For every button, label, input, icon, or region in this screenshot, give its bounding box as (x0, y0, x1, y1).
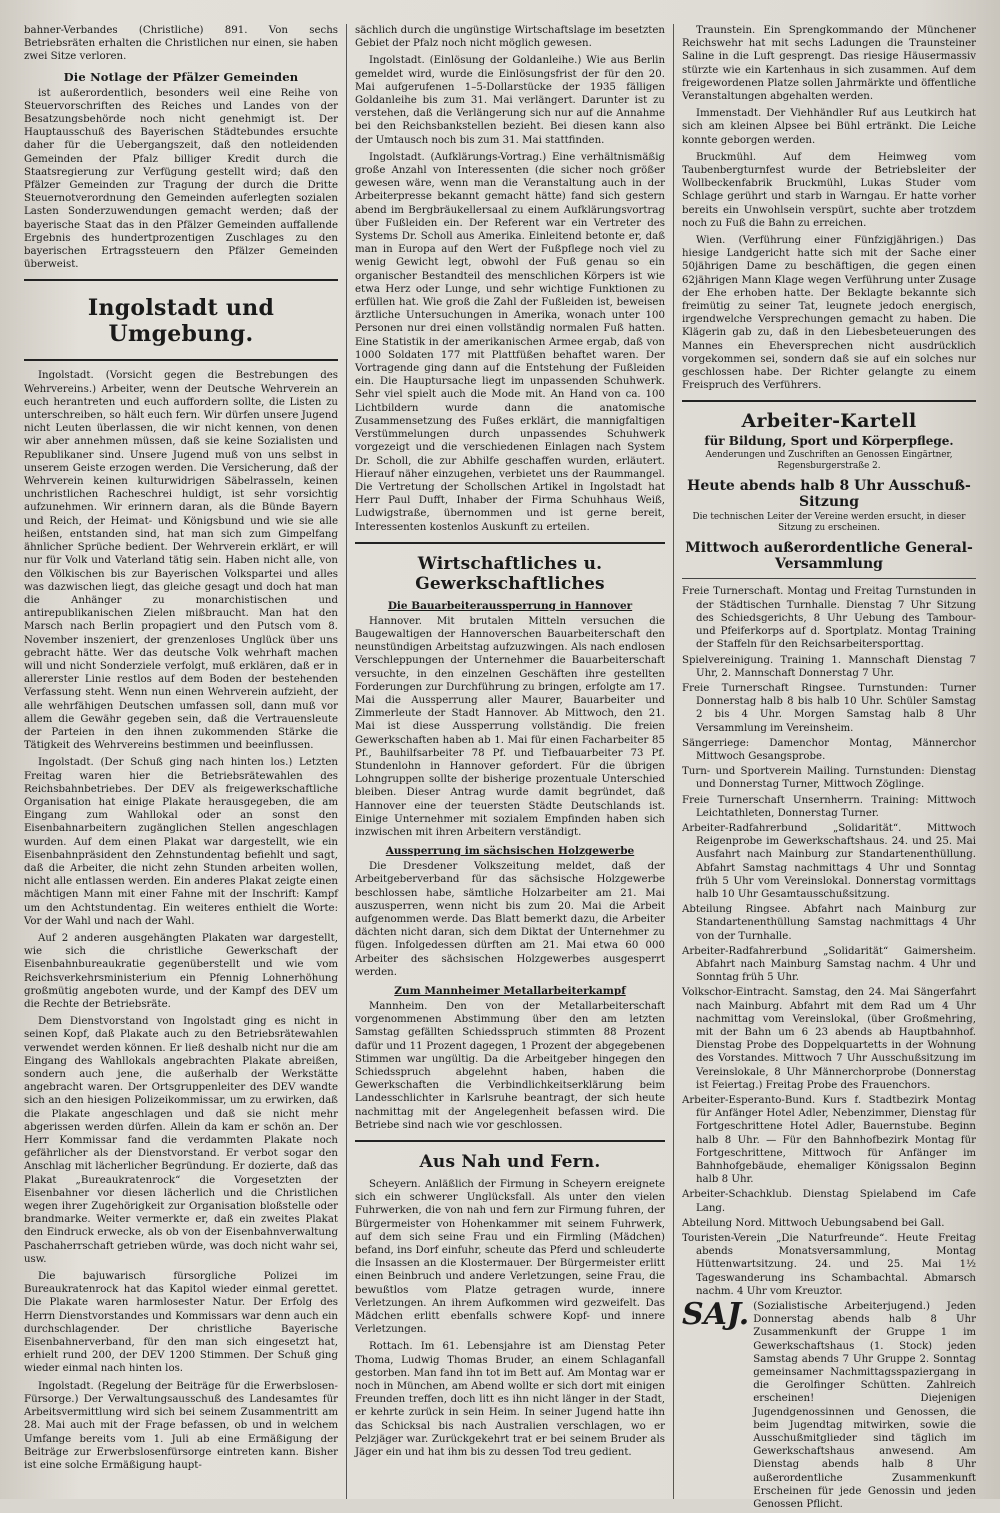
paragraph: Dem Dienstvorstand von Ingolstadt ging es nicht in seinen Kopf, daß Plakate auch zu den Betriebsrätewahlen verwendet werden können. Er ließ deshalb nicht nur die am Eingang des Wahllokals angebrachten Plakate abreißen, sondern auch jene, die außerhalb der Werkstätte angebracht waren. Der Ortsgruppenleiter des DEV wandte sich an den hiesigen Polizeikommissar, um zu erwirken, daß die Plakate angeschlagen und daß sie nicht mehr abgerissen werden dürfen. Allein da kam er schön an. Der Herr Kommissar fand die verdammten Plakate noch gefährlicher als der Dienstvorstand. Er verbot sogar den Anschlag mit lächerlicher Begründung. Er dozierte, daß das Plakat „Bureaukratenrock“ die Vorgesetzten der Eisenbahner vor diesen lächerlich und die Christlichen wegen ihrer Zugehörigkeit zur Organisation bloßstelle oder brandmarke. Weiter vermerkte er, daß ein zweites Plakat den Eindruck erwecke, als ob von der Eisenbahnverwaltung Paschaherrschaft getrieben würde, was doch nicht wahr sei, usw. (24, 1016, 338, 1265)
section-heading-wirtschaft: Wirtschaftliches u. Gewerkschaftliches (415, 553, 605, 594)
article-rottach: Rottach. Im 61. Lebensjahre ist am Dienstag Peter Thoma, Ludwig Thomas Bruder, an einem Schlaganfall gestorben. Man fand ihn tot im Bett auf. Am Montag war er noch in München, am Abend wollte er sich dort mit einigen Freunden treffen, doch litt es ihn nicht länger in der Stadt, er kehrte zurück in sein Heim. In seiner Jugend hatte ihn das Schicksal bis nach Australien verschlagen, wo er Pelzjäger war. Zurückgekehrt trat er bei seinem Bruder als Jäger ein und hat ihm bis zu dessen Tod treu gedient. (355, 1341, 665, 1459)
saj-notice (682, 1297, 976, 1513)
divider (355, 1140, 665, 1142)
notice-entry: Freie Turnerschaft Ringsee. Turnstunden: Turner Donnerstag halb 8 bis halb 10 Uhr. Schüler Samstag 2 bis 4 Uhr. Morgen Samstag halb 8 Uhr Versammlung im Vereinsheim. (682, 682, 976, 734)
article-scheyern: Scheyern. Anläßlich der Firmung in Scheyern ereignete sich ein schwerer Unglücksfall. Als unter den vielen Fuhrwerken, die von nah und fern zur Firmung fuhren, der Bürgermeister von Hohenkammer mit seinem Fuhrwerk, auf dem sich seine Frau und ein Firmling (Mädchen) befand, ins Dorf einfuhr, scheute das Pferd und schleuderte die Insassen an die Klostermauer. Der Bürgermeister erlitt einen Beinbruch und andere Verletzungen, seine Frau, die bewußtlos vom Platze getragen wurde, innere Verletzungen. An ihrem Aufkommen wird gezweifelt. Das Mädchen erlitt ebenfalls schwere Kopf- und innere Verletzungen. (355, 1179, 665, 1336)
article-schuss: Ingolstadt. (Der Schuß ging nach hinten los.) Letzten Freitag waren hier die Betriebsrätewahlen des Reichsbahnbetriebes. Der DEV als freigewerkschaftliche Organisation hat einige Plakate herausgegeben, die am Eingang zum Wahllokal oder an sonst den Eisenbahnarbeitern zugänglichen Stellen angeschlagen wurden. Auf dem einen Plakat war dargestellt, wie ein Eisenbahnpräsident den Zehnstundentag befiehlt und sagt, daß die Arbeiter, die nicht zehn Stunden arbeiten wollen, nicht alle entlassen werden. Ein anderes Plakat zeigte einen mächtigen Mann mit einer Fahne mit der Inschrift: Kampf um den Achtstundentag. Ein weiteres enthielt die Worte: Vor der Wahl und nach der Wahl. (24, 757, 338, 927)
article-vortrag: Ingolstadt. (Aufklärungs-Vortrag.) Eine verhältnismäßig große Anzahl von Interessenten (die sicher noch größer gewesen wäre, wenn man die Veranstaltung auch in der Arbeiterpresse bekannt gemacht hätte) fand sich gestern abend im Bergbräukellersaal zu einem Aufklärungsvortrag über Fußleiden ein. Der Referent war ein Vertreter des Systems Dr. Scholl aus Amerika. Einleitend betonte er, daß man in Europa auf den Wert der Fußpflege noch viel zu wenig Gewicht legt, obwohl der Fuß genau so ein organischer Bestandteil des menschlichen Körpers ist wie etwa Herz oder Lunge, und sehr wichtige Funktionen zu erfüllen hat. Wie groß die Zahl der Fußleiden ist, beweisen ärztliche Untersuchungen in Amerika, wonach unter 100 Personen nur drei einen vollständig normalen Fuß hatten. Eine Statistik in der amerikanischen Armee ergab, daß von 1000 Soldaten 177 mit Plattfüßen behaftet waren. Der Vortragende ging dann auf die Entstehung der Fußleiden ein. Die Hauptursache liegt im unpassenden Schuhwerk. Sehr viel spielt auch die Mode mit. An Hand von ca. 100 Lichtbildern wurde dann die anatomische Zusammensetzung des Fußes erklärt, die mannigfaltigen Verstümmelungen durch unpassendes Schuhwerk vorgezeigt und die verschiedenen Einlagen nach System Dr. Scholl, die zur Abhilfe geschaffen wurden, erläutert. Hierauf näher einzugehen, verbietet uns der Raummangel. Die Vertretung der Schollschen Artikel in Ingolstadt hat Herr Paul Dufft, Inhaber der Firma Schuhhaus Weiß, Ludwigstraße, übernommen und ist gerne bereit, Interessenten kostenlos Auskunft zu erteilen. (355, 151, 665, 533)
column-1 (16, 24, 346, 1499)
notice-entry: Volkschor-Eintracht. Samstag, den 24. Mai Sängerfahrt nach Mainburg. Abfahrt mit dem Rad um 4 Uhr nachmittag vom Vereinslokal, (über Großmehring, mit der Bahn um 6 23 abends ab Hauptbahnhof. Dienstag Probe des Doppelquartetts in der Wohnung des Vorstandes. Mittwoch 7 Uhr Ausschußsitzung im Vereinslokale, 8 Uhr Männerchorprobe (Donnerstag ist Feiertag.) Freitag Probe des Frauenchors. (682, 987, 976, 1091)
divider (24, 359, 338, 361)
paragraph: Auf 2 anderen ausgehängten Plakaten war dargestellt, wie sich die christliche Gewerkschaft der Eisenbahnbureaukratie gegenüberstellt und wie vom Reichsverkehrsministerium ein Pfennig Lohnerhöhung großmütig angeboten wurde, und der Kampf des DEV um die Rechte der Betriebsräte. (24, 932, 338, 1010)
notice-entry: Arbeiter-Radfahrerbund „Solidarität“ Gaimersheim. Abfahrt nach Mainburg Samstag nachm. 4 Uhr und Sonntag früh 5 Uhr. (682, 945, 976, 984)
article-wien: Wien. (Verführung einer Fünfzigjährigen.) Das hiesige Landgericht hatte sich mit der Sache einer 50jährigen Dame zu beschäftigen, die gegen einen 62jährigen Mann Klage wegen Verführung unter Zusage der Ehe erhoben hatte. Der Beklagte bekannte sich freimütig zu seiner Tat, leugnete jedoch energisch, irgendwelche Versprechungen gemacht zu haben. Die Klägerin gab zu, daß in den Liebesbeteuerungen des Mannes ein Eheversprechen nicht ausdrücklich vorgekommen sei, sondern daß sie auf ein solches nur geschlossen habe. Der Richter gelangte zu einem Freispruch des Verführers. (682, 235, 976, 392)
notice-entry: Abteilung Ringsee. Abfahrt nach Mainburg zur Standartenenthüllung Samstag nachmittags 4 Uhr von der Turnhalle. (682, 904, 976, 942)
subheading-notlage: Die Notlage der Pfälzer Gemeinden (63, 69, 299, 84)
notice-entry: Spielvereinigung. Training 1. Mannschaft Dienstag 7 Uhr, 2. Mannschaft Donnerstag 7 Uhr. (682, 654, 976, 679)
article-traunstein: Traunstein. Ein Sprengkommando der Münchener Reichswehr hat mit sechs Ladungen die Traunsteiner Saline in die Luft gesprengt. Das riesige Häusermassiv stürzte wie ein Kartenhaus in sich zusammen. Auf dem freigewordenen Platze sollen Jahrmärkte und öffentliche Veranstaltungen abgehalten werden. (682, 25, 976, 103)
subheading-hannover: Die Bauarbeiteraussperrung in Hannover (387, 599, 633, 612)
notice-entry: Touristen-Verein „Die Naturfreunde“. Heute Freitag abends Monatsversammlung, Montag Hüttenwartsitzung. 24. und 25. Mai 1½ Tageswanderung ins Schambachtal. Abmarsch nachm. 4 Uhr vom Kreuztor. (682, 1233, 976, 1297)
columns (16, 24, 984, 1511)
notice-entry: Abteilung Nord. Mittwoch Uebungsabend bei Gall. (682, 1217, 945, 1229)
headline-generalversammlung: Mittwoch außerordentliche General-Versammlung (685, 540, 973, 573)
kartell-subtitle: für Bildung, Sport und Körperpflege. (704, 434, 954, 449)
divider (682, 578, 976, 579)
saj-logo: SAJ. (682, 1297, 750, 1333)
article-immenstadt: Immenstadt. Der Viehhändler Ruf aus Leutkirch hat sich am kleinen Alpsee bei Bühl ertränkt. Die Leiche konnte geborgen werden. (682, 108, 976, 146)
section-heading-ingolstadt: Ingolstadt und Umgebung. (87, 295, 275, 348)
article-beitraege: Ingolstadt. (Regelung der Beiträge für die Erwerbslosen-Fürsorge.) Der Verwaltungsausschuß des Landesamtes für Arbeitsvermittlung wird sich bei seinem Zusammentritt am 28. Mai auch mit der Frage befassen, ob und in welchem Umfange bereits vom 1. Juli ab eine Ermäßigung der Beiträge zur Erwerbslosenfürsorge eintreten kann. Bisher ist eine solche Ermäßigung haupt- (24, 1380, 338, 1471)
subheading-mannheim: Zum Mannheimer Metallarbeiterkampf (394, 985, 626, 997)
divider (355, 542, 665, 544)
notice-entry: Sängerriege: Damenchor Montag, Männerchor Mittwoch Gesangsprobe. (682, 737, 976, 762)
notice-entry: Turn- und Sportverein Mailing. Turnstunden: Dienstag und Donnerstag Turner, Mittwoch Zöglinge. (682, 766, 976, 791)
paragraph: sächlich durch die ungünstige Wirtschaftslage im besetzten Gebiet der Pfalz noch nicht möglich gewesen. (355, 25, 665, 50)
headline-ausschuss: Heute abends halb 8 Uhr Ausschuß-Sitzung (687, 478, 971, 511)
notice-entry: Freie Turnerschaft. Montag und Freitag Turnstunden in der Städtischen Turnhalle. Dienstag 7 Uhr Sitzung des Schiedsgerichts, 8 Uhr Uebung des Tambour- und Pfeiferkorps auf d. Sportplatz. Montag Training der Staffeln für den Reichsarbeitersporttag. (682, 586, 976, 651)
section-heading-nah-fern: Aus Nah und Fern. (419, 1152, 601, 1173)
paragraph: Die bajuwarisch fürsorgliche Polizei im Bureaukratenrock hat das Kapitol wieder einmal gerettet. Die Plakate waren harmlosester Natur. Der Erfolg des Herrn Dienstvorstandes und Kommissars war denn auch ein durchschlagender. Der christliche Bayerische Eisenbahnerverband, für den man sich eingesetzt hat, erhielt rund 200, der DEV 1200 Stimmen. Der Schuß ging wieder einmal nach hinten los. (24, 1271, 338, 1375)
column-3 (674, 24, 984, 1511)
article-holzgewerbe: Die Dresdener Volkszeitung meldet, daß der Arbeitgeberverband für das sächsische Holzgewerbe beschlossen habe, sämtliche Holzarbeiter am 21. Mai auszusperren, wenn nicht bis zum 20. Mai die Arbeit aufgenommen werde. Das Blatt bemerkt dazu, die Arbeiter dächten nicht daran, sich dem Diktat der Unternehmer zu fügen. Infolgedessen dürften am 21. Mai etwa 60 000 Arbeiter des sächsischen Holzgewerbes ausgesperrt werden. (355, 861, 665, 978)
subheading-holzgewerbe: Aussperrung im sächsischen Holzgewerbe (385, 845, 635, 858)
article-wehrverein: Ingolstadt. (Vorsicht gegen die Bestrebungen des Wehrvereins.) Arbeiter, wenn der Deutsche Wehrverein an euch herantreten und euch auffordern sollte, die Listen zu unterschreiben, so hält euch fern. Wir dürfen unsere Jugend nicht Leuten überlassen, die wir nicht kennen, von denen wir aber annehmen müssen, daß sie keine Sozialisten und Republikaner sind. Unsere Jugend muß von uns selbst in unserem Geiste erzogen werden. Die Versicherung, daß der Wehrverein keinen kulturwidrigen Säbelrasseln, keinen unchristlichen Racheschrei huldigt, ist sehr vorsichtig aufzunehmen. Wir erinnern daran, als die Bünde Bayern und Reich, der Heimat- und Königsbund und wie sie alle heißen, entstanden sind, hat man sich zum Gimpelfang ähnlicher Sprüche bedient. Der Wehrverein erklärt, er will nur für Volk und Vaterland tätig sein. Haben nicht alle, von den Völkischen bis zur Bayerischen Volkspartei und alles was dazwischen liegt, das gleiche gesagt und doch hat man die Anhänger zu monarchistischen und antirepublikanischen Zielen mißbraucht. Man hat den Marsch nach Berlin propagiert und den Putsch vom 8. November inszeniert, der grenzenloses Unglück über uns gebracht hätte. Wer das deutsche Volk wehrhaft machen will und nicht Sonderziele verfolgt, muß erklären, daß er in allererster Linie restlos auf dem Boden der bestehenden Verfassung steht. Wenn nun einen Wehrverein aufzieht, der alle wehrfähigen Deutschen umfassen soll, dann muß vor allem die Gewähr gegeben sein, daß die Vertrauensleute der Parteien in den ihnen zukommenden Stärke die Tätigkeit des Wehrvereins bestimmen und beeinflussen. (24, 370, 338, 752)
divider (24, 279, 338, 281)
paragraph: bahner-Verbandes (Christliche) 891. Von sechs Betriebsräten erhalten die Christlichen nur einen, sie haben zwei Sitze verloren. (24, 25, 338, 63)
headline-note: Die technischen Leiter der Vereine werden ersucht, in dieser Sitzung zu erscheinen. (692, 512, 966, 534)
article-goldanleihe: Ingolstadt. (Einlösung der Goldanleihe.) Wie aus Berlin gemeldet wird, wurde die Einlösungsfrist der für den 20. Mai aufgerufenen 1–5-Dollarstücke der 1935 fälligen Goldanleihe bis zum 31. Mai verlängert. Darunter ist zu verstehen, daß die Verlängerung sich nur auf die Annahme bei den Reichsbankstellen bezieht. Bei diesen kann also der Umtausch noch bis zum 31. Mai stattfinden. (355, 55, 665, 146)
article-bruckmuehl: Bruckmühl. Auf dem Heimweg vom Taubenbergturnfest wurde der Betriebsleiter der Wollbeckenfabrik Bruckmühl, Lukas Studer vom Schlage gerührt und starb in Warngau. Er hatte vorher bereits ein Unwohlsein verspürt, suchte aber trotzdem noch zu Fuß die Bahn zu erreichen. (682, 151, 976, 229)
paragraph: ist außerordentlich, besonders weil eine Reihe von Steuervorschriften des Reiches und Landes von der Besatzungsbehörde noch nicht genehmigt ist. Der Hauptausschuß des Bayerischen Städtebundes ersuchte daher für die Uebergangszeit, daß den notleidenden Gemeinden der Pfalz billiger Kredit durch die Staatsregierung zur Verfügung gestellt wird; daß den Pfälzer Gemeinden zur Tragung der durch die Dritte Steuernotverordnung den Gemeinden auferlegten sozialen Lasten Sonderzuwendungen gemacht werden; daß der bayerische Staat das in den Pfälzer Gemeinden auffallende Ergebnis des hundertprozentigen Zuschlages zu den bayerischen Ertragssteuern den Pfälzer Gemeinden überweist. (24, 87, 338, 271)
notice-entry: Freie Turnerschaft Unsernherrn. Training: Mittwoch Leichtathleten, Donnerstag Turner. (682, 794, 976, 819)
saj-text: (Sozialistische Arbeiterjugend.) Jeden Donnerstag abends halb 8 Uhr Zusammenkunft der Gruppe 1 im Gewerkschaftshaus (1. Stock) jeden Samstag abends 7 Uhr Gruppe 2. Sonntag gemeinsamer Nachmittagsspaziergang in die Gerolfinger Schütten. Zahlreich erscheinen! Diejenigen Jugendgenossinnen und Genossen, die beim Jugendtag mitwirken, sowie die Ausschußmitglieder sind täglich im Gewerkschaftshaus anwesend. Am Dienstag abends halb 8 Uhr außerordentliche Zusammenkunft Erscheinen für jede Genossin und jeden Genossen Pflicht. (753, 1301, 976, 1511)
divider (682, 400, 976, 402)
notice-entry: Arbeiter-Schachklub. Dienstag Spielabend im Cafe Lang. (682, 1189, 976, 1214)
notice-entry: Arbeiter-Radfahrerbund „Solidarität“. Mittwoch Reigenprobe im Gewerkschaftshaus. 24. und 25. Mai Ausfahrt nach Mainburg zur Standartenenthüllung. Abfahrt Samstag nachmittags 4 Uhr und Sonntag früh 5 Uhr vom Vereinslokal. Donnerstag vormittags halb 10 Uhr Gesamtausschußsitzung. (682, 822, 976, 900)
article-mannheim: Mannheim. Den von der Metallarbeiterschaft vorgenommenen Abstimmung über den am letzten Samstag gefällten Schiedsspruch stimmten 88 Prozent dafür und 11 Prozent dagegen, 1 Prozent der abgegebenen Stimmen war ungültig. Da die Arbeitgeber hingegen den Schiedsspruch abgelehnt haben, haben die Gewerkschaften die Verbindlichkeitserklärung beim Landesschlichter in Karlsruhe beantragt, der sich heute nachmittag mit der Angelegenheit befassen wird. Die Betriebe sind nach wie vor geschlossen. (355, 1001, 665, 1131)
kartell-title: Arbeiter-Kartell (741, 410, 917, 433)
kartell-address: Aenderungen und Zuschriften an Genossen Eingärtner, Regensburgerstraße 2. (705, 450, 953, 472)
column-2 (346, 24, 674, 1499)
notice-entry: Arbeiter-Esperanto-Bund. Kurs f. Stadtbezirk Montag für Anfänger Hotel Adler, Nebenzimmer, Dienstag für Fortgeschrittene Hotel Adler, Bauernstube. Beginn halb 8 Uhr. — Für den Bahnhofbezirk Montag für Fortgeschrittene, Mittwoch für Anfänger im Bahnhofgebäude, ehemaliger Königssalon Beginn halb 8 Uhr. (682, 1095, 976, 1186)
article-hannover: Hannover. Mit brutalen Mitteln versuchen die Baugewaltigen der Hannoverschen Bauarbeiterschaft den neunstündigen Arbeitstag aufzuzwingen. Als nach endlosen Verschleppungen der Unternehmer die Bauarbeiterschaft versuchte, in den einzelnen Geschäften ihre gestellten Forderungen zur Durchführung zu bringen, erfolgte am 17. Mai die Aussperrung aller Maurer, Bauarbeiter und Zimmerleute der Stadt Hannover. Ab Mittwoch, den 21. Mai ist diese Aussperrung vollständig. Die freien Gewerkschaften haben ab 1. Mai für einen Facharbeiter 85 Pf., Bauhilfsarbeiter 78 Pf. und Tiefbauarbeiter 73 Pf. Stundenlohn in Hannover gefordert. Für die übrigen Lohngruppen sollte der bisherige prozentuale Unterschied bleiben. Dieser Antrag wurde damit begründet, daß Hannover eine der teuersten Städte Deutschlands ist. Einige Unternehmer mit sozialem Empfinden haben sich inzwischen mit ihren Arbeitern verständigt. (355, 615, 665, 838)
